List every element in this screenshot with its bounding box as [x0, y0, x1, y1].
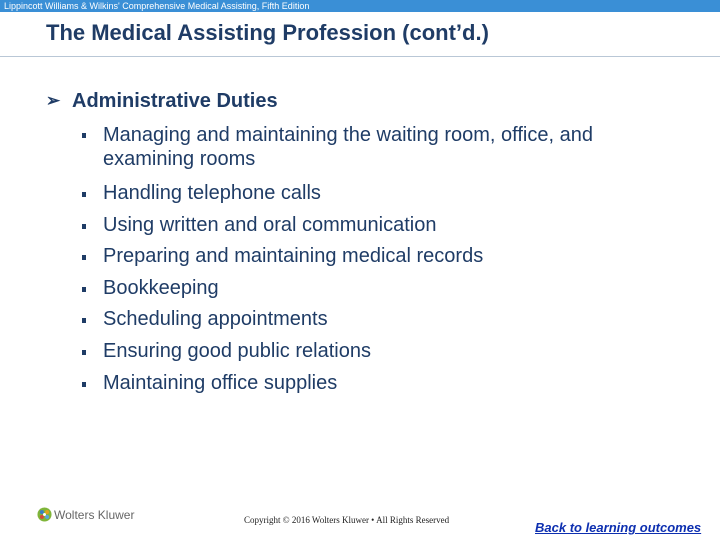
square-bullet-icon: [82, 255, 86, 260]
list-item: [0, 122, 663, 178]
list-item-label: Preparing and maintaining medical records: [103, 245, 484, 268]
list-item-label: Maintaining office supplies: [103, 371, 338, 394]
list-item-label: Ensuring good public relations: [103, 339, 371, 362]
list-item-label: Bookkeeping: [103, 276, 219, 299]
title-divider: [0, 56, 720, 57]
square-bullet-icon: [82, 382, 86, 387]
list-item: [0, 273, 663, 305]
book-title: Lippincott Williams & Wilkins' Comprehensive Medical Assisting, Fifth Edition: [4, 1, 310, 11]
back-to-learning-outcomes-link[interactable]: Back to learning outcomes: [535, 520, 702, 535]
list-item: [0, 368, 663, 400]
slide-title: The Medical Assisting Profession (cont’d.): [46, 20, 489, 45]
square-bullet-icon: [82, 224, 86, 229]
list-item: [0, 178, 663, 210]
header-bar: [0, 0, 720, 12]
list-item-label: Scheduling appointments: [103, 308, 328, 331]
copyright-notice: Copyright © 2016 Wolters Kluwer • All Rights Reserved: [244, 515, 450, 525]
arrow-bullet-icon: ➢: [46, 91, 61, 110]
list-item: [0, 336, 663, 368]
list-item: [0, 241, 663, 273]
square-bullet-icon: [82, 133, 86, 138]
square-bullet-icon: [82, 287, 86, 292]
bullet-heading: Administrative Duties: [72, 90, 278, 112]
square-bullet-icon: [82, 318, 86, 323]
square-bullet-icon: [82, 350, 86, 355]
list-item-label: Managing and maintaining the waiting room, office, and examining rooms: [103, 124, 593, 170]
duties-list: [0, 122, 663, 399]
logo-text: Wolters Kluwer: [54, 508, 135, 522]
list-item-label: Using written and oral communication: [103, 213, 437, 236]
wolters-kluwer-globe-icon: [37, 507, 52, 522]
list-item: [0, 210, 663, 242]
list-item-label: Handling telephone calls: [103, 182, 321, 204]
list-item: [0, 304, 663, 336]
square-bullet-icon: [82, 192, 86, 197]
